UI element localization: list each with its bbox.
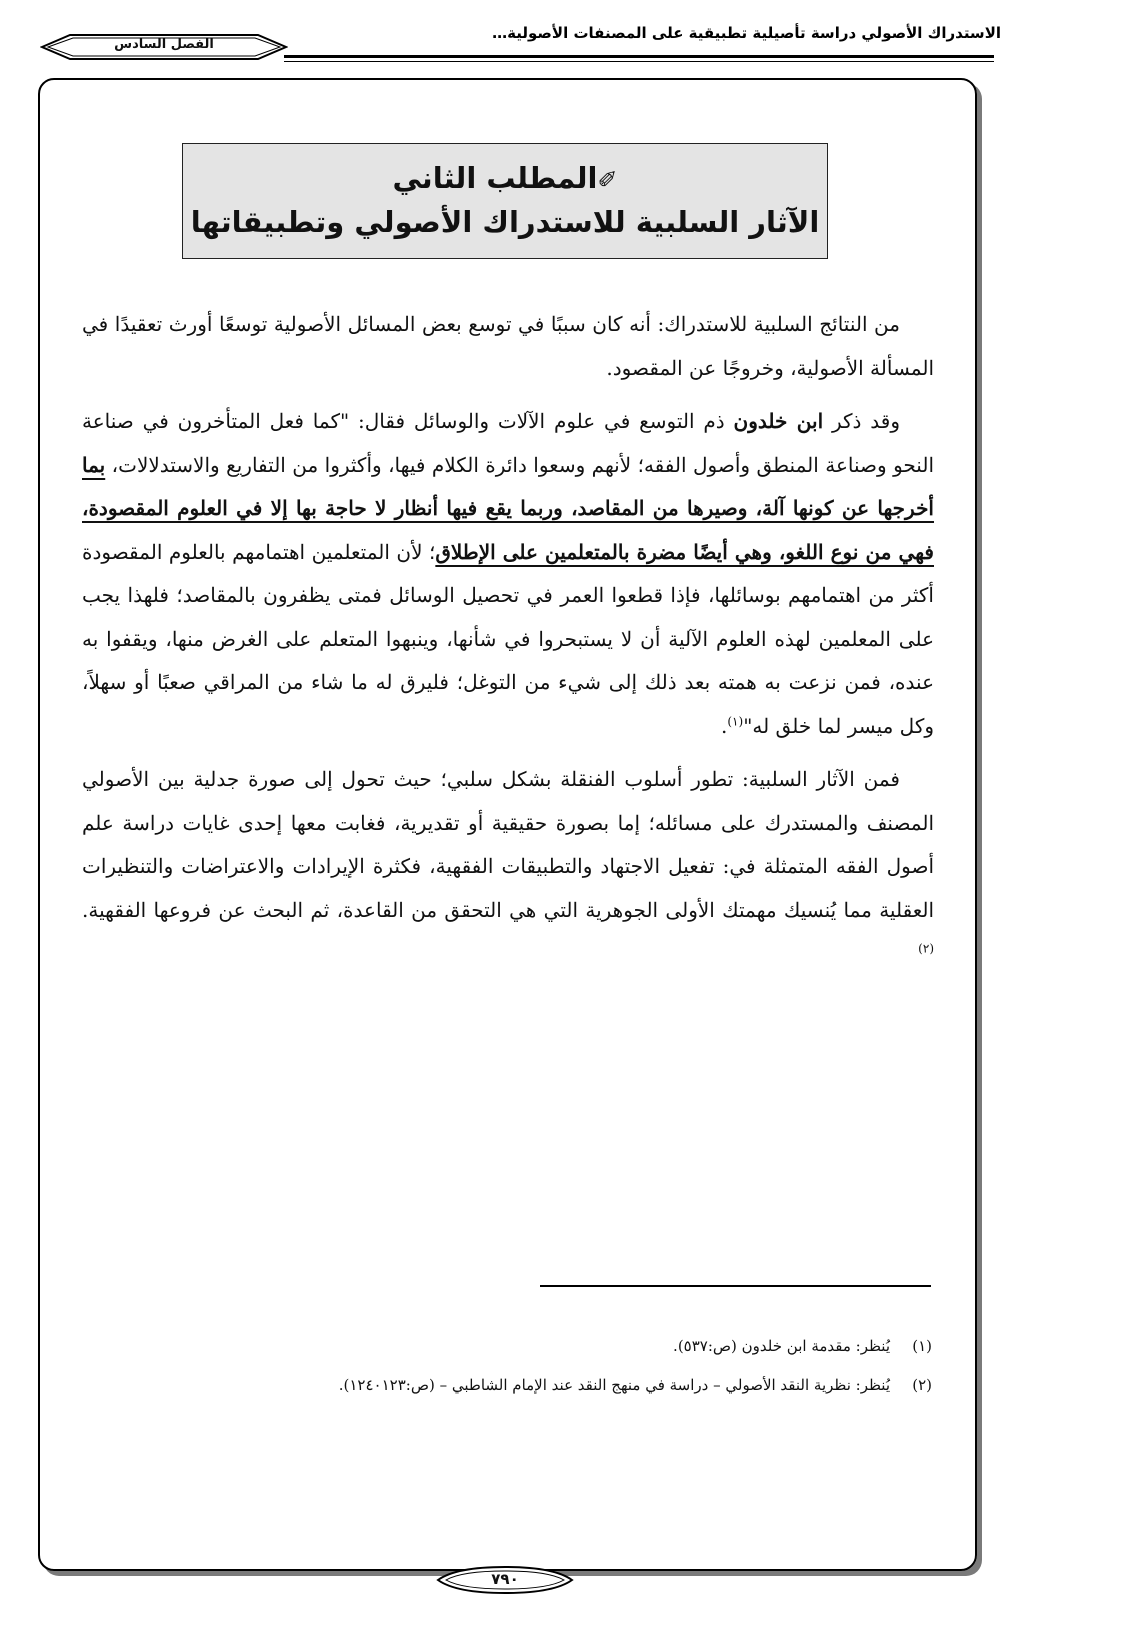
page-number-tab: [436, 1564, 574, 1596]
footnote-number: (٢): [912, 1376, 932, 1394]
section-title: الآثار السلبية للاستدراك الأصولي وتطبيقاتها: [190, 205, 820, 239]
footnote-ref-2[interactable]: (٢): [918, 941, 934, 956]
p2-start: وقد ذكر: [823, 409, 900, 433]
p3-text: فمن الآثار السلبية: تطور أسلوب الفنقلة بشكل سلبي؛ حيث تحول إلى صورة جدلية بين الأصولي المصنف والمستدرك على مسائله؛ إما بصورة حقيقية أو تقديرية، فغابت معها إحدى غايات دراسة علم أصول الفقه المتمثلة في: تفعيل الاجتهاد والتطبيقات الفقهية، فكثرة الإيرادات والاعتراضات والتنظيرات العقلية مما يُنسيك مهمتك الأولى الجوهرية التي هي التحقق من القاعدة، ثم البحث عن فروعها الفقهية.: [82, 767, 934, 922]
footnote-number: (١): [912, 1337, 932, 1355]
paragraph-1: من النتائج السلبية للاستدراك: أنه كان سببًا في توسع بعض المسائل الأصولية توسعًا أورث تعقيدًا في المسألة الأصولية، وخروجًا عن المقصود.: [82, 312, 934, 380]
footnote-separator: [540, 1285, 931, 1287]
header-rule: [284, 55, 994, 58]
chapter-tab: [40, 33, 288, 61]
running-header: [0, 0, 1121, 70]
footnote-text: يُنظر: نظرية النقد الأصولي – دراسة في منهج النقد عند الإمام الشاطبي – (ص:١٢٤٠١٢٣).: [338, 1376, 890, 1394]
page-number: ٧٩٠: [491, 1570, 519, 1588]
section-heading: المطلب الثاني: [392, 161, 598, 195]
header-rule-thin: [284, 61, 994, 62]
p2-middle: ذم التوسع في علوم الآلات والوسائل فقال: "كما فعل المتأخرون في صناعة النحو وصناعة المنطق وأصول الفقه؛ لأنهم وسعوا دائرة الكلام فيها، وأكثروا من التفاريع والاستدلالات،: [82, 409, 934, 477]
footnote-text: يُنظر: مقدمة ابن خلدون (ص:٥٣٧).: [673, 1337, 890, 1355]
author-name: ابن خلدون: [733, 409, 824, 433]
section-heading-line: [183, 158, 827, 200]
footnote-1: [82, 1335, 932, 1357]
footnote-2: [82, 1374, 932, 1396]
paragraph-2: [82, 400, 934, 748]
p2-tail: .: [721, 713, 728, 738]
book-title: الاستدراك الأصولي دراسة تأصيلية تطبيقية على المصنفات الأصولية…: [492, 24, 1001, 42]
pencil-icon: ✐: [597, 166, 618, 194]
p2-end: ؛ لأن المتعلمين اهتمامهم بالعلوم المقصودة أكثر من اهتمامهم بوسائلها، فإذا قطعوا العمر في تحصيل الوسائل فمتى يظفرون بالمقاصد؛ فلهذا يجب على المعلمين لهذه العلوم الآلية أن لا يستبحروا في شأنها، وينبهوا المتعلم على الغرض منها، ويقفوا به عنده، فمن نزعت به همته بعد ذلك إلى شيء من التوغل؛ فليرق له ما شاء من المراقي صعبًا أو سهلاً، وكل ميسر لما خلق له": [82, 539, 934, 738]
footnotes: [82, 1335, 932, 1413]
footnote-ref-1[interactable]: (١): [727, 713, 744, 728]
chapter-label: الفصل السادس: [114, 37, 214, 52]
section-title-box: [182, 143, 828, 259]
paragraph-3: [82, 758, 934, 976]
underlined-quote: بما أخرجها عن كونها آلة، وصيرها من المقاصد، وربما يقع فيها أنظار لا حاجة بها إلا في العلوم المقصودة، فهي من نوع اللغو، وهي أيضًا مضرة بالمتعلمين على الإطلاق: [82, 452, 934, 564]
body-text: [82, 303, 934, 986]
